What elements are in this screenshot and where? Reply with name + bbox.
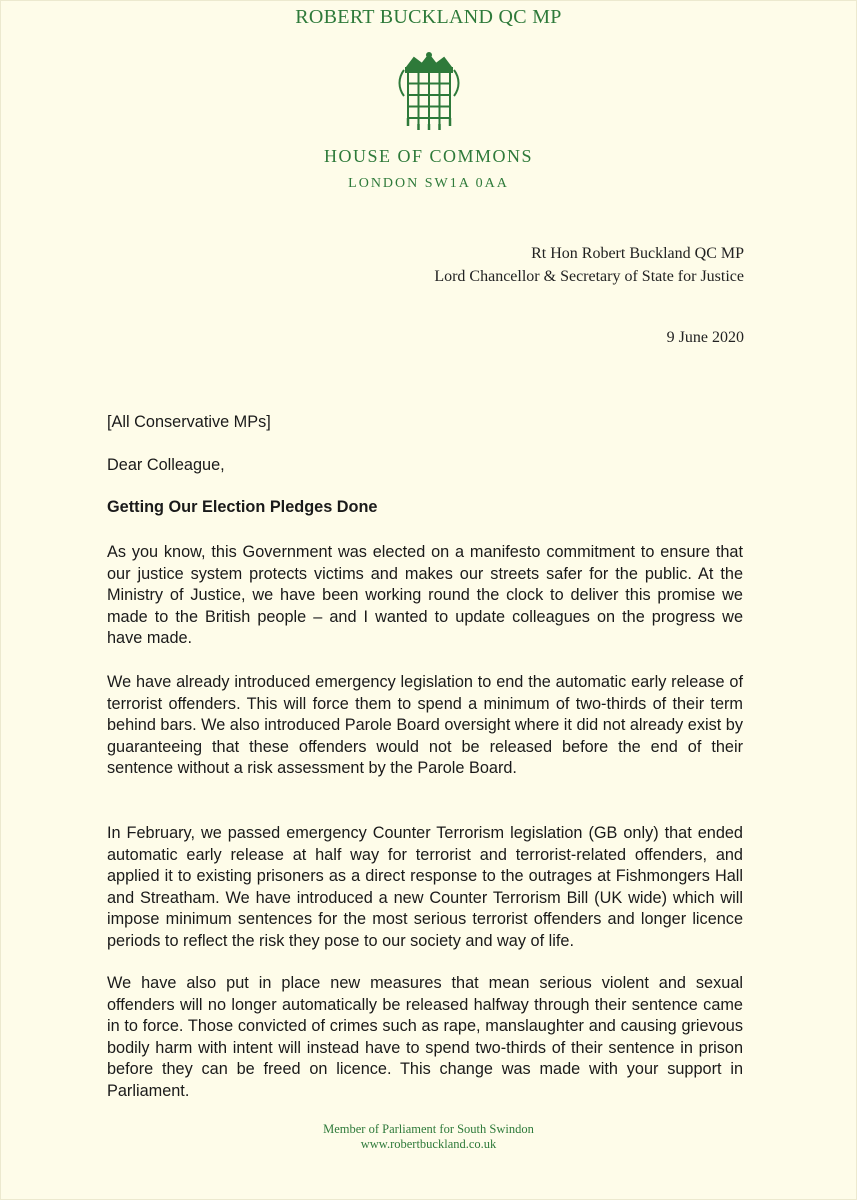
body-paragraph: We have also put in place new measures that mean serious violent and sexual offenders will no longer automatically be released halfway through their sentence came in to force. Those convicted of crimes such as rape, manslaughter and causing grievous bodily harm with intent will instead have to spend two-thirds of their sentence in prison before they can be freed on licence. This change was made with your support in Parliament. [107, 974, 743, 1100]
body-paragraph: We have already introduced emergency legislation to end the automatic early release of terrorist offenders. This will force them to spend a minimum of two-thirds of their term behind bars. We also introduced Parole Board oversight where it did not already exist by guaranteeing that these offenders would not be released before the end of their sentence without a risk assessment by the Parole Board. [107, 673, 743, 777]
footer [0, 1122, 857, 1152]
sender-block [434, 242, 744, 288]
body-paragraph: In February, we passed emergency Counter Terrorism legislation (GB only) that ended automatic early release at half way for terrorist and terrorist-related offenders, and applied it to existing prisoners as a direct response to the outrages at Fishmongers Hall and Streatham. We have introduced a new Counter Terrorism Bill (UK wide) which will impose minimum sentences for the most serious terrorist offenders and longer licence periods to reflect the risk they pose to our society and way of life. [107, 824, 743, 950]
sender-name: Rt Hon Robert Buckland QC MP [531, 245, 744, 262]
letterhead-address: LONDON SW1A 0AA [348, 176, 509, 191]
sender-title: Lord Chancellor & Secretary of State for Justice [434, 268, 744, 285]
subject-heading: Getting Our Election Pledges Done [107, 498, 378, 516]
letterhead-name: ROBERT BUCKLAND QC MP [295, 6, 562, 28]
salutation: Dear Colleague, [107, 456, 225, 474]
letterhead-institution: HOUSE OF COMMONS [323, 146, 534, 166]
footer-constituency: Member of Parliament for South Swindon [323, 1122, 534, 1136]
body-paragraph: As you know, this Government was elected on a manifesto commitment to ensure that our justice system protects victims and makes our streets safer for the public. At the Ministry of Justice, we have been working round the clock to deliver this promise we made to the British people – and I wanted to update colleagues on the progress we have made. [107, 543, 743, 647]
portcullis-icon [394, 52, 464, 132]
footer-website: www.robertbuckland.co.uk [360, 1137, 497, 1151]
recipient: [All Conservative MPs] [107, 413, 271, 431]
letter-date: 9 June 2020 [666, 329, 744, 346]
